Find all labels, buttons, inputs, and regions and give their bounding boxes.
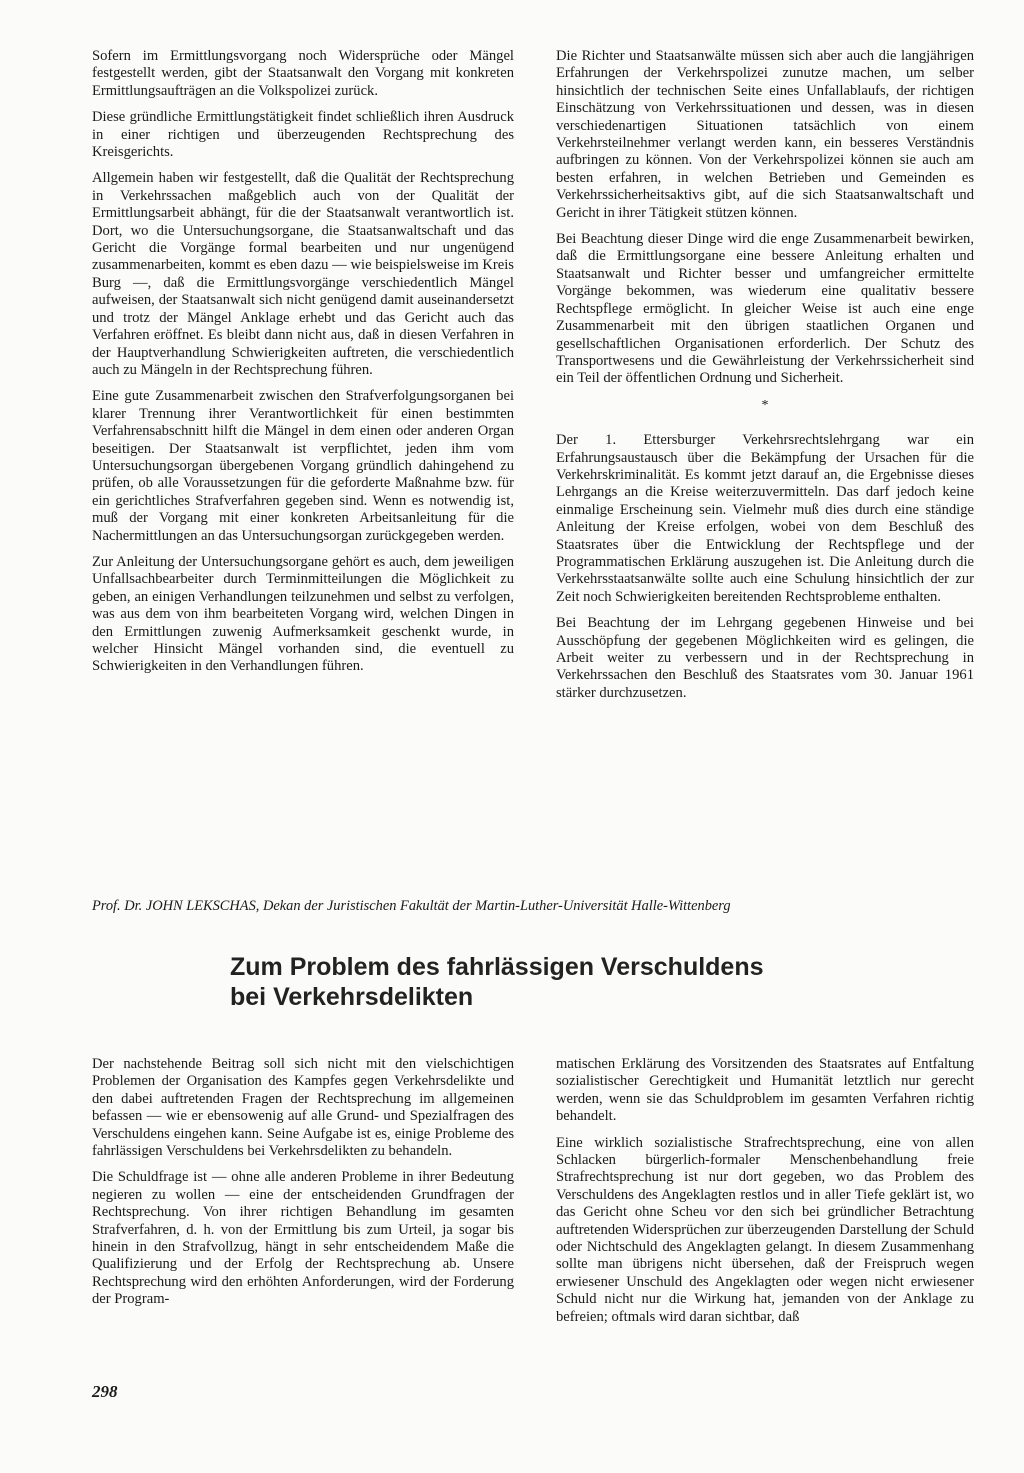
- article-title-line: Zum Problem des fahrlässigen Verschuldens: [230, 953, 764, 981]
- author-byline: Prof. Dr. JOHN LEKSCHAS, Dekan der Juristischen Fakultät der Martin-Luther-Universität Halle-Wittenberg: [92, 898, 731, 914]
- paragraph: Allgemein haben wir festgestellt, daß die Qualität der Rechtsprechung in Verkehrssachen maßgeblich auch von der Qualität der Ermittlungsarbeit abhängt, für die der Staatsanwalt verantwortlich ist. Dort, wo die Untersuchungsorgane, die Staatsanwaltschaft und das Gericht die Vorgänge formal bearbeiten und nur ungenügend zusammenarbeiten, kommt es eben dazu — wie beispielsweise im Kreis Burg —, daß die Ermittlungsvorgänge verschiedentlich Mängel aufweisen, der Staatsanwalt sich nicht genügend damit auseinandersetzt und trotz der Mängel Anklage erhebt und das Gericht auch das Verfahren eröffnet. Es bleibt dann nicht aus, daß in diesen Verfahren in der Hauptverhandlung Schwierigkeiten auftreten, die verschiedentlich auch zu Mängeln in der Rechtsprechung führen.: [92, 170, 514, 378]
- article-left-column: [92, 1056, 514, 1318]
- paragraph: Bei Beachtung der im Lehrgang gegebenen Hinweise und bei Ausschöpfung der gegebenen Möglichkeiten wird es gelingen, die Arbeit weiter zu verbessern und in der Rechtsprechung in Verkehrssachen den Beschluß des Staatsrates vom 30. Januar 1961 stärker durchzusetzen.: [556, 615, 974, 701]
- paragraph: Diese gründliche Ermittlungstätigkeit findet schließlich ihren Ausdruck in einer richtigen und überzeugenden Rechtsprechung des Kreisgerichts.: [92, 109, 514, 161]
- paragraph: Der 1. Ettersburger Verkehrsrechtslehrgang war ein Erfahrungsaustausch über die Bekämpfung der Ursachen für die Verkehrskriminalität. Es kommt jetzt darauf an, die Ergebnisse dieses Lehrgangs an die Kreise weiterzuvermitteln. Das darf jedoch keine einmalige Erscheinung sein. Vielmehr muß dies durch eine ständige Anleitung der Kreise erfolgen, wobei von dem Beschluß des Staatsrates über die Entwicklung der Rechtspflege und der Programmatischen Erklärung auszugehen ist. Die Anleitung durch die Verkehrsstaatsanwälte sollte auch eine Schulung hinsichtlich der zur Zeit noch Schwierigkeiten bereitenden Rechtsprobleme enthalten.: [556, 432, 974, 605]
- paragraph: Die Schuldfrage ist — ohne alle anderen Probleme in ihrer Bedeutung negieren zu wollen — eine der entscheidenden Grundfragen der Rechtsprechung. Von ihrer richtigen Behandlung im gesamten Strafverfahren, d. h. von der Ermittlung bis zum Urteil, ja sogar bis hinein in den Strafvollzug, hängt in sehr entscheidendem Maße die Qualifizierung und der Erfolg der Rechtsprechung ab. Unsere Rechtsprechung wird den erhöhten Anforderungen, wird der Forderung der Program-: [92, 1169, 514, 1308]
- paragraph: Bei Beachtung dieser Dinge wird die enge Zusammenarbeit bewirken, daß die Ermittlungsorgane eine bessere Anleitung erhalten und Staatsanwalt und Richter besser und umfangreicher ermittelte Vorgänge bekommen, was wiederum eine qualitativ bessere Rechtspflege ermöglicht. In gleicher Weise ist auch eine enge Zusammenarbeit mit den übrigen staatlichen Organen und gesellschaftlichen Organisationen erforderlich. Der Schutz des Transportwesens und die Gewährleistung der Verkehrssicherheit sind ein Teil der öffentlichen Ordnung und Sicherheit.: [556, 231, 974, 387]
- paragraph: Eine gute Zusammenarbeit zwischen den Strafverfolgungsorganen bei klarer Trennung ihrer Verantwortlichkeit für einen bestimmten Verfahrensabschnitt hilft die Mängel in dem einen oder anderen Organ beseitigen. Der Staatsanwalt ist verpflichtet, jeden ihm vom Untersuchungsorgan übergebenen Vorgang gründlich dahingehend zu prüfen, ob alle Voraussetzungen für die geforderte Maßnahme bzw. für ein gerichtliches Strafverfahren gegeben sind. Wenn es notwendig ist, muß der Vorgang mit einer konkreten Arbeitsanleitung für die Nachermittlungen an das Untersuchungsorgan zurückgegeben werden.: [92, 388, 514, 544]
- page-number: 298: [92, 1382, 118, 1401]
- paragraph: matischen Erklärung des Vorsitzenden des Staatsrates auf Entfaltung sozialistischer Gerechtigkeit und Humanität letztlich nur gerecht werden, wenn sie das Schuldproblem im gesamten Verfahren richtig behandelt.: [556, 1056, 974, 1125]
- paragraph: Der nachstehende Beitrag soll sich nicht mit den vielschichtigen Problemen der Organisation des Kampfes gegen Verkehrsdelikte und den dabei auftretenden Fragen der Rechtsprechung im allgemeinen befassen — wie er ebensowenig auf alle Grund- und Spezialfragen des Verschuldens eingehen kann. Seine Aufgabe ist es, einige Probleme des fahrlässigen Verschuldens bei Verkehrsdelikten zu behandeln.: [92, 1056, 514, 1160]
- paragraph: Zur Anleitung der Untersuchungsorgane gehört es auch, dem jeweiligen Unfallsachbearbeiter durch Terminmitteilungen die Möglichkeit zu geben, an einigen Verhandlungen teilzunehmen und selbst zu verfolgen, was aus dem von ihm bearbeiteten Vorgang wird, welchen Dingen in den Ermittlungen zuwenig Aufmerksamkeit geschenkt wurde, in welcher Hinsicht Mängel vorhanden sind, die eventuell zu Schwierigkeiten in den Verhandlungen führen.: [92, 553, 514, 675]
- section-separator: *: [761, 397, 769, 413]
- upper-right-column: [556, 48, 974, 711]
- paragraph: Die Richter und Staatsanwälte müssen sich aber auch die langjährigen Erfahrungen der Verkehrspolizei zunutze machen, um selber hinsichtlich der technischen Seite eines Unfallablaufs, der richtigen Einschätzung von Verkehrssituationen und dessen, was in diesen verschiedenartigen Situationen tatsächlich von einem Verkehrsteilnehmer verlangt werden kann, ein besseres Verständnis aufbringen zu können. Von der Verkehrspolizei können sie auch am besten erfahren, in welchen Betrieben und Gemeinden es Verkehrssicherheitsaktivs gibt, auf die sich Staatsanwaltschaft und Gericht in ihrer Tätigkeit stützen können.: [556, 48, 974, 221]
- article-title: [230, 952, 930, 1012]
- paragraph: Eine wirklich sozialistische Strafrechtsprechung, eine von allen Schlacken bürgerlich-formaler Menschenbehandlung freie Strafrechtsprechung ist nur dort gegeben, wo das Problem des Verschuldens des Angeklagten restlos und in aller Tiefe geklärt ist, wo das Gericht ohne Scheu vor den sich bei gründlicher Betrachtung auftretenden Widersprüchen zur überzeugenden Darstellung der Schuld oder Nichtschuld des Angeklagten gelangt. In diesem Zusammenhang sollte man übrigens nicht übersehen, daß der Freispruch wegen erwiesener Unschuld des Angeklagten oder wegen nicht erwiesener Schuld nicht nur die Wirkung hat, jemanden von der Anklage zu befreien; oftmals wird daran sichtbar, daß: [556, 1134, 974, 1325]
- paragraph: Sofern im Ermittlungsvorgang noch Widersprüche oder Mängel festgestellt werden, gibt der Staatsanwalt den Vorgang mit konkreten Ermittlungsaufträgen an die Volkspolizei zurück.: [92, 48, 514, 99]
- article-right-column: [556, 1056, 974, 1335]
- article-title-line: bei Verkehrsdelikten: [230, 983, 474, 1011]
- upper-left-column: [92, 48, 514, 685]
